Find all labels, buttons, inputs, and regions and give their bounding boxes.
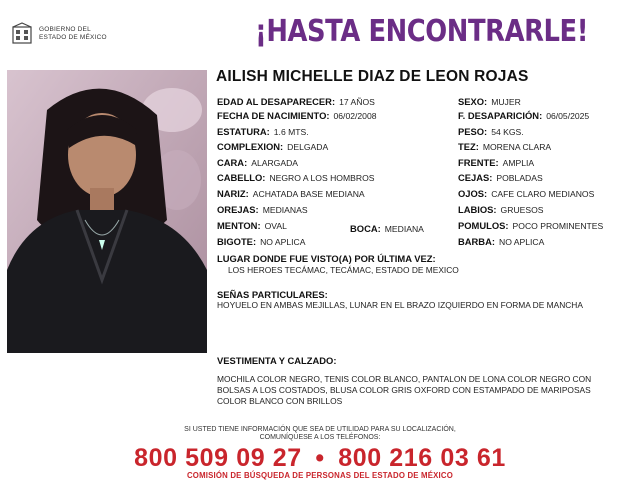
field-value: MUJER bbox=[491, 97, 521, 107]
field-fecha-nacimiento bbox=[217, 110, 377, 121]
clothing-value: MOCHILA COLOR NEGRO, TENIS COLOR BLANCO, PANTALON DE LONA COLOR NEGRO CON BOLSAS A LOS COSTADOS, BLUSA COLOR GRIS OXFORD CON ESTAMPADO DE MARIPOSAS COLOR BLANCO CON BRILLOS bbox=[217, 374, 592, 406]
footer-note-line2: COMUNÍQUESE A LOS TELÉFONOS: bbox=[259, 434, 381, 441]
missing-person-photo bbox=[7, 70, 207, 353]
field-cejas bbox=[458, 172, 543, 183]
field-value: 06/05/2025 bbox=[546, 111, 590, 121]
field-label: CARA: bbox=[217, 157, 248, 168]
field-tez bbox=[458, 141, 551, 152]
field-frente bbox=[458, 157, 534, 168]
field-value: GRUESOS bbox=[500, 205, 544, 215]
field-label: PESO: bbox=[458, 126, 488, 137]
person-portrait-illustration bbox=[7, 70, 207, 353]
government-logo bbox=[10, 22, 120, 46]
field-value: 17 AÑOS bbox=[339, 97, 375, 107]
phone-numbers bbox=[0, 444, 640, 473]
field-bigote bbox=[217, 236, 305, 247]
field-label: CABELLO: bbox=[217, 172, 266, 183]
field-barba bbox=[458, 236, 544, 247]
field-labios bbox=[458, 204, 544, 215]
particular-signs-label: SEÑAS PARTICULARES: bbox=[217, 289, 328, 300]
field-value: NO APLICA bbox=[260, 237, 306, 247]
field-value: NO APLICA bbox=[498, 237, 545, 247]
field-fecha-desaparicion bbox=[458, 110, 589, 121]
field-boca bbox=[350, 223, 424, 234]
footer-note-line1: SI USTED TIENE INFORMACIÓN QUE SEA DE UTILIDAD PARA SU LOCALIZACIÓN, bbox=[184, 426, 456, 433]
commission-name: COMISIÓN DE BÚSQUEDA DE PERSONAS DEL ESTADO DE MÉXICO bbox=[186, 471, 454, 480]
particular-signs-value: HOYUELO EN AMBAS MEJILLAS, LUNAR EN EL BRAZO IZQUIERDO EN FORMA DE MANCHA bbox=[217, 300, 583, 310]
field-cara bbox=[217, 157, 298, 168]
state-crest-icon bbox=[10, 22, 34, 46]
field-label: MENTON: bbox=[217, 220, 261, 231]
field-label: OREJAS: bbox=[217, 204, 259, 215]
field-label: BARBA: bbox=[458, 236, 495, 247]
field-label: BOCA: bbox=[350, 223, 381, 234]
field-orejas bbox=[217, 204, 308, 215]
field-value: ACHATADA BASE MEDIANA bbox=[252, 189, 365, 199]
field-label: ESTATURA: bbox=[217, 126, 270, 137]
phone-number-2[interactable]: 800 216 03 61 bbox=[338, 444, 506, 472]
field-value: POCO PROMINENTES bbox=[512, 221, 604, 231]
field-label: FECHA DE NACIMIENTO: bbox=[217, 110, 330, 121]
field-value: CAFE CLARO MEDIANOS bbox=[491, 189, 595, 199]
person-name: AILISH MICHELLE DIAZ DE LEON ROJAS bbox=[216, 68, 529, 85]
phone-number-1[interactable]: 800 509 09 27 bbox=[134, 444, 302, 472]
field-label: SEXO: bbox=[458, 96, 488, 107]
field-label: POMULOS: bbox=[458, 220, 509, 231]
field-label: LABIOS: bbox=[458, 204, 497, 215]
field-nariz bbox=[217, 188, 365, 199]
field-label: F. DESAPARICIÓN: bbox=[458, 110, 543, 121]
field-peso bbox=[458, 126, 524, 137]
field-value: ALARGADA bbox=[251, 158, 299, 168]
field-value: 54 KGS. bbox=[491, 127, 524, 137]
field-value: POBLADAS bbox=[496, 173, 543, 183]
field-value: 1.6 MTS. bbox=[273, 127, 309, 137]
field-label: NARIZ: bbox=[217, 188, 249, 199]
field-label: COMPLEXION: bbox=[217, 141, 284, 152]
last-seen-value: LOS HEROES TECÁMAC, TECÁMAC, ESTADO DE MEXICO bbox=[228, 265, 459, 275]
government-name: GOBIERNO DEL ESTADO DE MÉXICO bbox=[39, 26, 107, 41]
field-value: OVAL bbox=[264, 221, 287, 231]
clothing-label: VESTIMENTA Y CALZADO: bbox=[217, 355, 337, 366]
field-value: 06/02/2008 bbox=[333, 111, 377, 121]
field-sexo bbox=[458, 96, 521, 107]
field-label: BIGOTE: bbox=[217, 236, 257, 247]
page-headline: ¡HASTA ENCONTRARLE! bbox=[255, 14, 589, 49]
field-value: AMPLIA bbox=[502, 158, 535, 168]
last-seen-label: LUGAR DONDE FUE VISTO(A) POR ÚLTIMA VEZ: bbox=[217, 253, 436, 264]
field-ojos bbox=[458, 188, 594, 199]
field-label: TEZ: bbox=[458, 141, 479, 152]
field-estatura bbox=[217, 126, 309, 137]
field-value: MORENA CLARA bbox=[482, 142, 552, 152]
field-value: NEGRO A LOS HOMBROS bbox=[269, 173, 375, 183]
field-complexion bbox=[217, 141, 328, 152]
field-label: OJOS: bbox=[458, 188, 488, 199]
field-value: MEDIANAS bbox=[262, 205, 308, 215]
field-value: DELGADA bbox=[287, 142, 329, 152]
field-label: CEJAS: bbox=[458, 172, 493, 183]
field-value: MEDIANA bbox=[384, 224, 424, 234]
field-pomulos bbox=[458, 220, 603, 231]
field-label: FRENTE: bbox=[458, 157, 499, 168]
field-menton bbox=[217, 220, 287, 231]
field-edad bbox=[217, 96, 375, 107]
field-cabello bbox=[217, 172, 375, 183]
field-label: EDAD AL DESAPARECER: bbox=[217, 96, 336, 107]
phone-separator: • bbox=[315, 444, 325, 472]
